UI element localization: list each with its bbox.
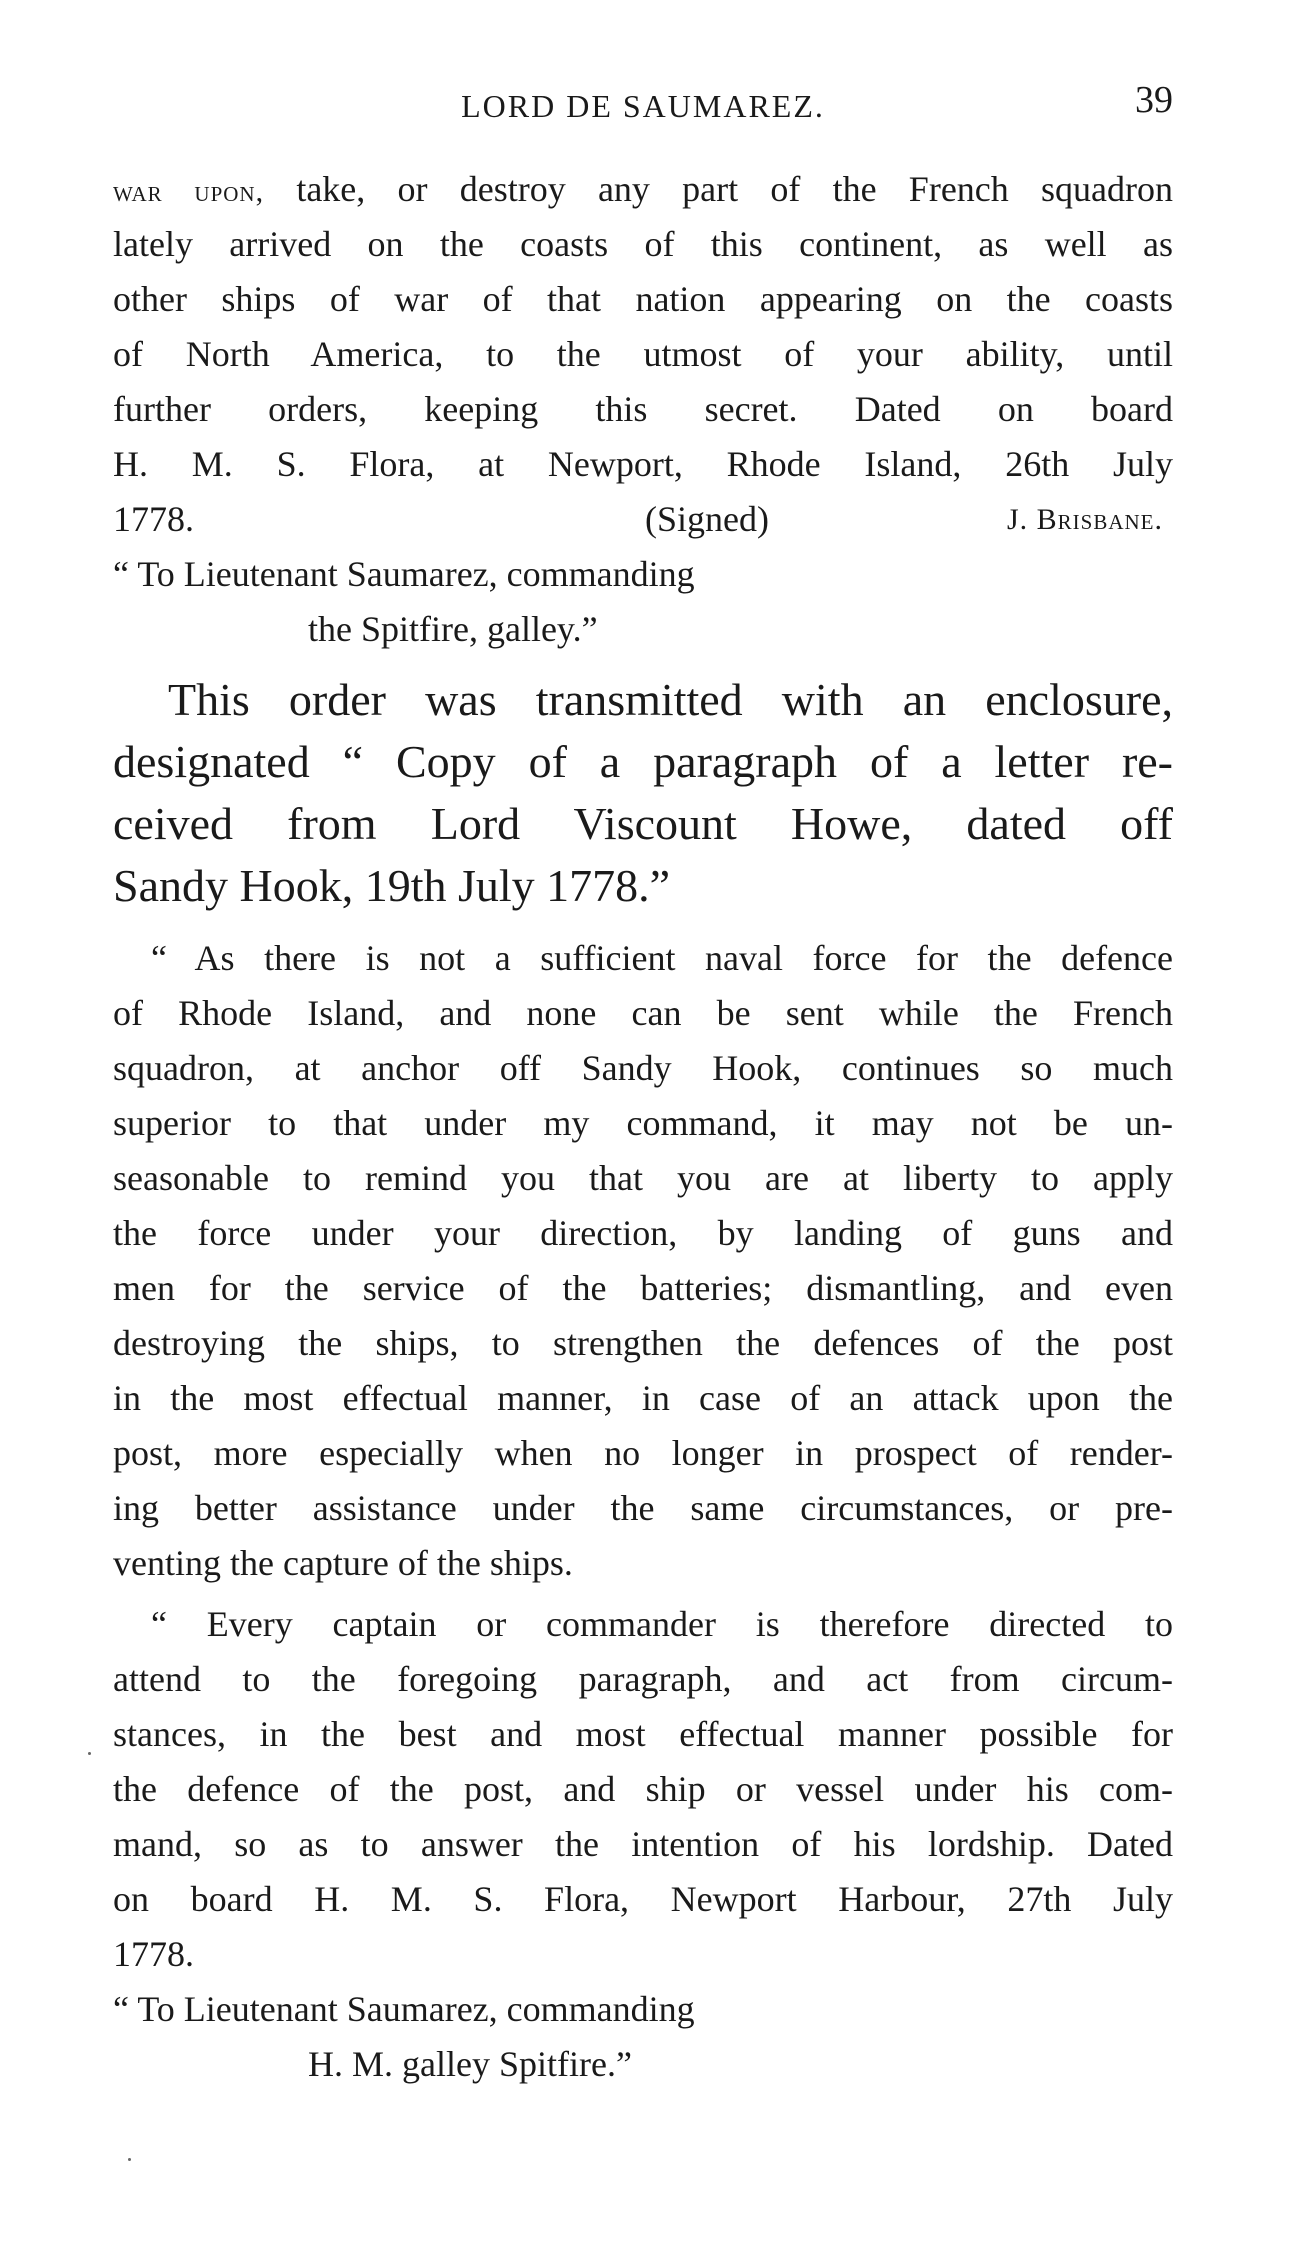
text-line: “ Every captain or commander is therefore directed to xyxy=(151,1604,1173,1644)
text-line: the defence of the post, and ship or vessel under his com- xyxy=(113,1769,1173,1809)
text-line: post, more especially when no longer in prospect of render- xyxy=(113,1433,1173,1473)
order-year: 1778. xyxy=(113,499,194,539)
text-line: H. M. S. Flora, at Newport, Rhode Island, 26th July xyxy=(113,444,1173,484)
text-line: venting the capture of the ships. xyxy=(113,1543,573,1583)
signatory-name: J. Brisbane. xyxy=(1006,503,1163,536)
addressee-line: the Spitfire, galley.” xyxy=(308,609,598,649)
text-line: war upon, take, or destroy any part of the French squadron xyxy=(113,169,1173,209)
addressee-line: “ To Lieutenant Saumarez, commanding xyxy=(113,1989,695,2029)
text-line: Sandy Hook, 19th July 1778.” xyxy=(113,860,671,911)
text-line: 1778. xyxy=(113,1934,194,1974)
text-line: on board H. M. S. Flora, Newport Harbour, 27th July xyxy=(113,1879,1173,1919)
text-line: other ships of war of that nation appearing on the coasts xyxy=(113,279,1173,319)
page-number: 39 xyxy=(1135,79,1173,121)
text-line: of North America, to the utmost of your ability, until xyxy=(113,334,1173,374)
lead-small-caps: war upon, xyxy=(113,175,265,208)
directive-paragraph xyxy=(113,1597,1173,2092)
text-line: superior to that under my command, it may not be un- xyxy=(113,1103,1173,1143)
text-line: designated “ Copy of a paragraph of a letter re- xyxy=(113,736,1173,787)
page-body xyxy=(113,162,1173,2092)
signature-row xyxy=(113,492,1173,547)
page-header xyxy=(113,78,1173,128)
text-line: in the most effectual manner, in case of an attack upon the xyxy=(113,1378,1173,1418)
text-line: stances, in the best and most effectual manner possible for xyxy=(113,1714,1173,1754)
running-title: LORD DE SAUMAREZ. xyxy=(461,88,825,124)
text-line: squadron, at anchor off Sandy Hook, continues so much xyxy=(113,1048,1173,1088)
text-line: of Rhode Island, and none can be sent while the French xyxy=(113,993,1173,1033)
signed-label: (Signed) xyxy=(645,499,769,539)
text-line: seasonable to remind you that you are at liberty to apply xyxy=(113,1158,1173,1198)
text-line: ing better assistance under the same circumstances, or pre- xyxy=(113,1488,1173,1528)
order-paragraph xyxy=(113,162,1173,657)
text-line: further orders, keeping this secret. Dated on board xyxy=(113,389,1173,429)
text-line: the force under your direction, by landing of guns and xyxy=(113,1213,1173,1253)
text-line: lately arrived on the coasts of this continent, as well as xyxy=(113,224,1173,264)
enclosure-paragraph xyxy=(113,931,1173,1591)
text-line: destroying the ships, to strengthen the defences of the post xyxy=(113,1323,1173,1363)
paper-speck xyxy=(88,1752,91,1755)
paper-speck xyxy=(128,2158,131,2161)
addressee-line: “ To Lieutenant Saumarez, commanding xyxy=(113,554,695,594)
narrative-paragraph xyxy=(113,669,1173,917)
text-line: attend to the foregoing paragraph, and act from circum- xyxy=(113,1659,1173,1699)
text-line: “ As there is not a sufficient naval force for the defence xyxy=(151,938,1173,978)
text-line: This order was transmitted with an enclosure, xyxy=(168,674,1173,725)
text-line: men for the service of the batteries; dismantling, and even xyxy=(113,1268,1173,1308)
text-line: ceived from Lord Viscount Howe, dated off xyxy=(113,798,1173,849)
addressee-line: H. M. galley Spitfire.” xyxy=(308,2044,632,2084)
text-line: mand, so as to answer the intention of his lordship. Dated xyxy=(113,1824,1173,1864)
